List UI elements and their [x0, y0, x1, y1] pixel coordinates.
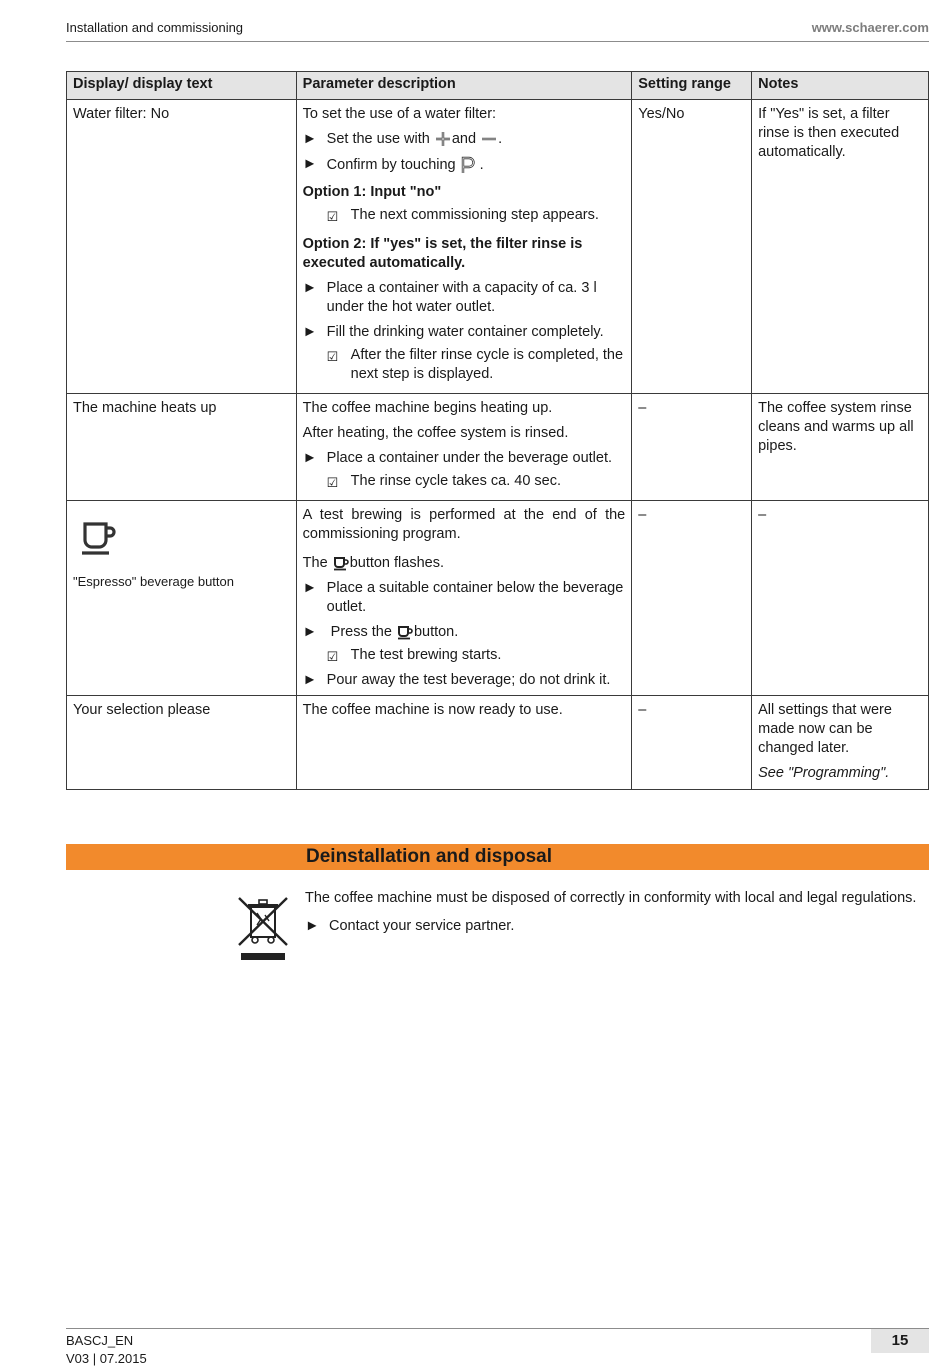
row1-step4-text: Fill the drinking water container completely. [326, 324, 604, 340]
row1-step4 [303, 323, 626, 342]
row3-step2-result-text: The test brewing starts. [350, 647, 502, 663]
triangle-bullet-icon: ► [302, 131, 318, 147]
row1-step2-text-b: . [479, 156, 484, 173]
col-header-parameter: Parameter description [296, 72, 632, 100]
triangle-bullet-icon: ► [305, 918, 320, 934]
cup-icon [396, 624, 414, 640]
header-section-title: Installation and commissioning [66, 20, 244, 35]
table-header-row [67, 72, 929, 100]
row3-step1-text: Place a suitable container below the beverage outlet. [326, 580, 624, 615]
row1-display: Water filter: No [67, 100, 297, 394]
row3-description [296, 501, 632, 696]
triangle-bullet-icon: ► [302, 672, 318, 688]
row1-option1-result-text: The next commissioning step appears. [350, 207, 599, 223]
row2-description [296, 394, 632, 501]
row3-step3-text: Pour away the test beverage; do not drink it. [326, 672, 611, 688]
row3-step2-result [303, 646, 626, 665]
triangle-bullet-icon: ► [302, 156, 318, 172]
checkbox-icon: ☑ [326, 475, 339, 490]
page-header [66, 20, 929, 42]
row1-option1-result [303, 206, 626, 225]
triangle-bullet-icon: ► [302, 324, 318, 340]
row3-p1: A test brewing is performed at the end of the commissioning program. [302, 507, 626, 542]
plus-icon [434, 130, 452, 148]
crossed-bin-icon [237, 895, 289, 967]
espresso-button-label: "Espresso" beverage button [73, 574, 234, 589]
table-row [67, 501, 929, 696]
row2-step1-result-text: The rinse cycle takes ca. 40 sec. [350, 473, 561, 489]
header-website: www.schaerer.com [811, 20, 929, 35]
row1-step4-result-text: After the filter rinse cycle is completed, the next step is displayed. [350, 347, 624, 382]
row2-notes: The coffee system rinse cleans and warms up all pipes. [752, 394, 929, 501]
row1-step3-text: Place a container with a capacity of ca. 3 l under the hot water outlet. [326, 280, 597, 315]
minus-icon [480, 134, 498, 144]
row1-description [296, 100, 632, 394]
footer-doc-info [66, 1332, 147, 1368]
row3-notes: – [752, 501, 929, 696]
triangle-bullet-icon: ► [302, 450, 318, 466]
row3-step2 [303, 623, 626, 642]
row3-step1 [303, 579, 626, 617]
row2-p1: The coffee machine begins heating up. [302, 400, 553, 416]
row2-step1-text: Place a container under the beverage outlet. [326, 450, 613, 466]
row1-option2: Option 2: If "yes" is set, the filter rinse is executed automatically. [302, 236, 583, 271]
row1-intro: To set the use of a water filter: [302, 106, 497, 122]
row3-step3 [303, 671, 626, 690]
disposal-text: The coffee machine must be disposed of correctly in conformity with local and legal regulations. [305, 890, 917, 906]
row4-notes-reference: See "Programming". [758, 765, 890, 781]
row4-notes-text: All settings that were made now can be changed later. [758, 702, 892, 756]
row1-step1-text-b: and [451, 131, 477, 147]
cup-icon [79, 518, 290, 564]
triangle-bullet-icon: ► [302, 280, 318, 296]
row3-p2-text-a: The [302, 555, 328, 571]
row1-step2 [303, 155, 626, 175]
table-row [67, 100, 929, 394]
checkbox-icon: ☑ [326, 649, 339, 664]
row3-range: – [632, 501, 752, 696]
row2-step1 [303, 449, 626, 468]
row3-p2-text-b: button flashes. [349, 555, 445, 571]
disposal-step-text: Contact your service partner. [329, 918, 515, 934]
triangle-bullet-icon: ► [302, 624, 318, 640]
row1-step1-text-c: . [498, 131, 503, 147]
checkbox-icon: ☑ [326, 349, 339, 364]
footer-version: V03 | 07.2015 [66, 1351, 147, 1366]
col-header-display: Display/ display text [67, 72, 297, 100]
disposal-content [305, 889, 929, 942]
row3-step2-text-b: button. [413, 624, 459, 640]
row1-step4-result [303, 346, 626, 384]
col-header-notes: Notes [752, 72, 929, 100]
row1-range: Yes/No [632, 100, 752, 394]
row2-p2: After heating, the coffee system is rinsed. [302, 425, 569, 441]
row1-step2-text-a: Confirm by touching [326, 156, 456, 173]
section-heading-bar [66, 844, 929, 870]
row4-description: The coffee machine is now ready to use. [296, 696, 632, 790]
section-title: Deinstallation and disposal [306, 846, 552, 867]
footer-doc-id: BASCJ_EN [66, 1333, 134, 1348]
row1-notes: If "Yes" is set, a filter rinse is then executed automatically. [752, 100, 929, 394]
page-footer [66, 1328, 929, 1366]
row4-range: – [632, 696, 752, 790]
row3-step2-text-a: Press the [330, 624, 392, 640]
row4-display: Your selection please [67, 696, 297, 790]
row1-step3 [303, 279, 626, 317]
row2-range: – [632, 394, 752, 501]
disposal-step [305, 917, 929, 936]
row2-step1-result [303, 472, 626, 491]
page-number: 15 [871, 1329, 929, 1353]
checkbox-icon: ☑ [326, 209, 339, 224]
row1-option1: Option 1: Input "no" [302, 184, 442, 200]
p-icon [460, 155, 476, 175]
cup-icon [332, 555, 350, 571]
table-row [67, 394, 929, 501]
row1-step1 [303, 130, 626, 149]
parameter-table [66, 71, 929, 790]
row3-p2 [303, 554, 626, 573]
triangle-bullet-icon: ► [302, 580, 318, 596]
row1-step1-text-a: Set the use with [326, 131, 430, 147]
row3-display [67, 501, 297, 696]
row2-display: The machine heats up [67, 394, 297, 501]
col-header-range: Setting range [632, 72, 752, 100]
row4-notes [752, 696, 929, 790]
table-row [67, 696, 929, 790]
